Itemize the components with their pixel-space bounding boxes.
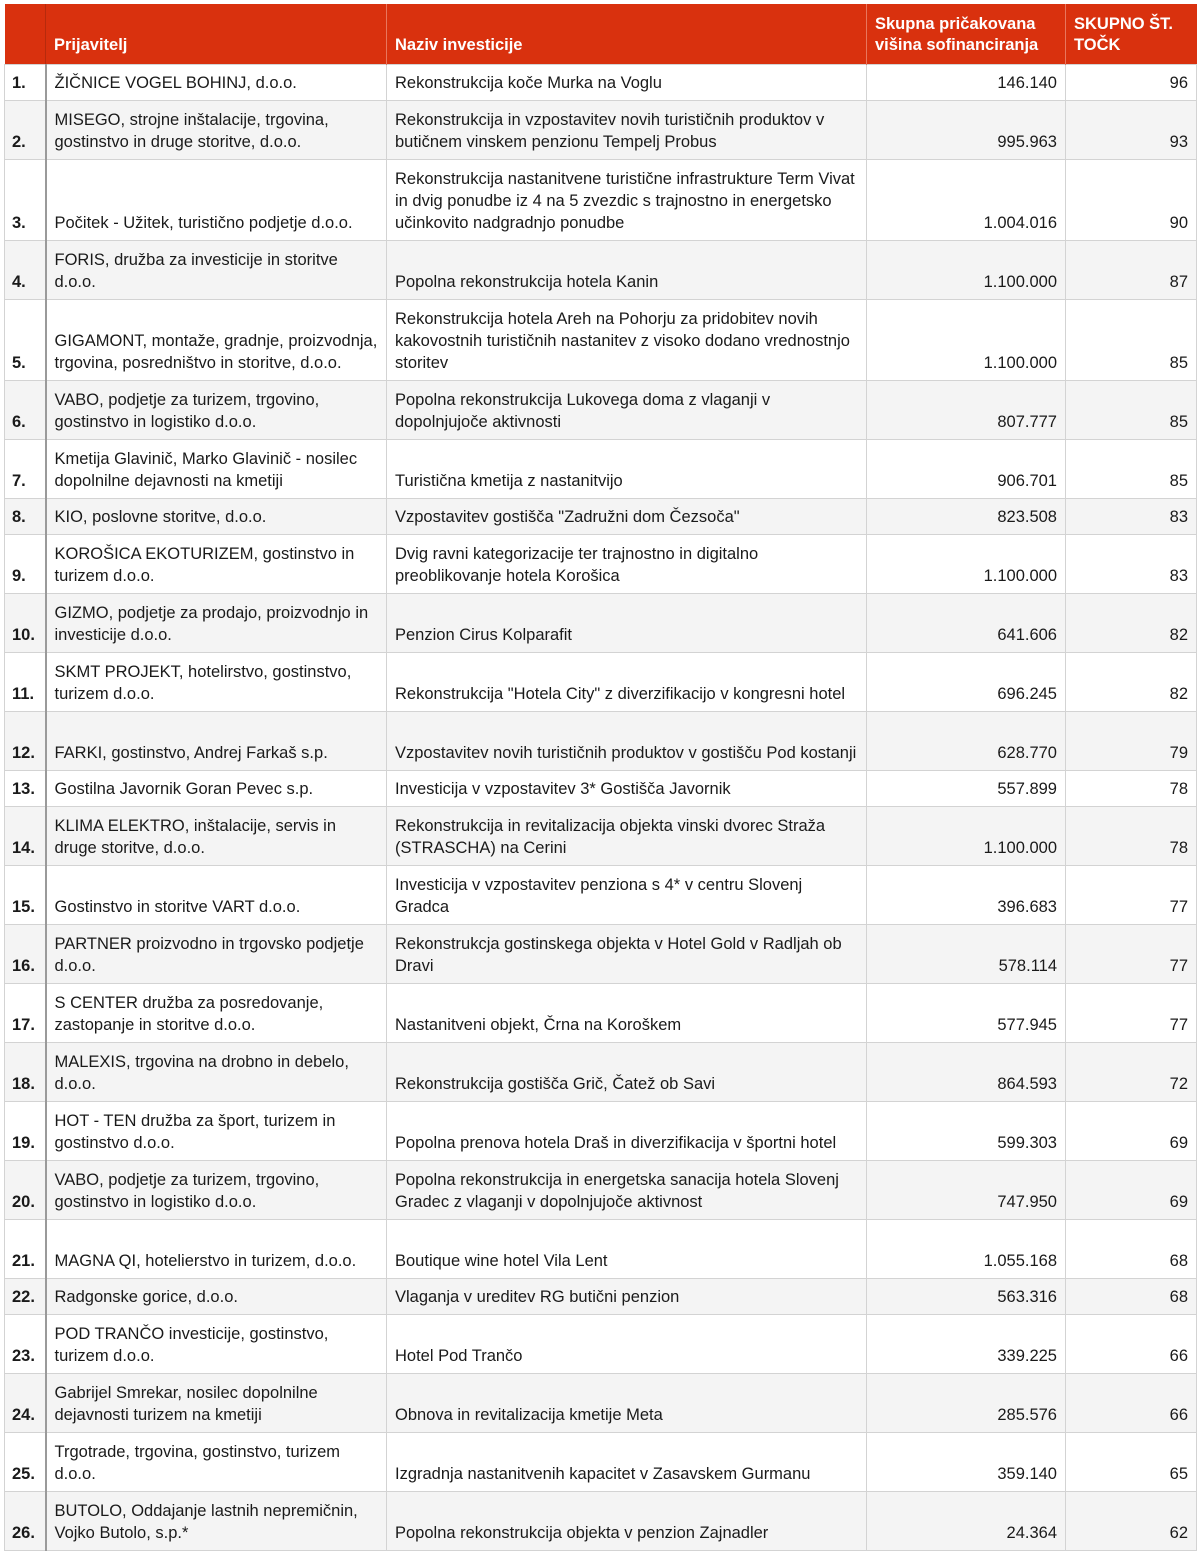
applicant-cell: Gostilna Javornik Goran Pevec s.p.: [46, 771, 387, 807]
row-number: 11.: [5, 653, 46, 712]
amount-cell: 146.140: [867, 65, 1066, 101]
row-number: 6.: [5, 381, 46, 440]
points-cell: 85: [1066, 440, 1197, 499]
applicant-cell: MALEXIS, trgovina na drobno in debelo, d.o.o.: [46, 1043, 387, 1102]
amount-cell: 577.945: [867, 984, 1066, 1043]
header-number: [5, 4, 46, 65]
points-cell: 87: [1066, 241, 1197, 300]
applicant-cell: Trgotrade, trgovina, gostinstvo, turizem d.o.o.: [46, 1433, 387, 1492]
points-cell: 83: [1066, 499, 1197, 535]
row-number: 26.: [5, 1492, 46, 1551]
applicant-cell: SKMT PROJEKT, hotelirstvo, gostinstvo, turizem d.o.o.: [46, 653, 387, 712]
table-row: [5, 1374, 1197, 1433]
amount-cell: 359.140: [867, 1433, 1066, 1492]
points-cell: 83: [1066, 535, 1197, 594]
amount-cell: 864.593: [867, 1043, 1066, 1102]
header-amount: Skupna pričakovana višina sofinanciranja: [867, 4, 1066, 65]
row-number: 25.: [5, 1433, 46, 1492]
investment-cell: Dvig ravni kategorizacije ter trajnostno in digitalno preoblikovanje hotela Korošica: [387, 535, 867, 594]
row-number: 3.: [5, 160, 46, 241]
points-cell: 66: [1066, 1315, 1197, 1374]
points-cell: 78: [1066, 771, 1197, 807]
points-cell: 77: [1066, 866, 1197, 925]
table-row: [5, 1433, 1197, 1492]
investment-cell: Rekonstrukcija in revitalizacija objekta vinski dvorec Straža (STRASCHA) na Cerini: [387, 807, 867, 866]
applicant-cell: POD TRANČO investicije, gostinstvo, turizem d.o.o.: [46, 1315, 387, 1374]
table-row: [5, 1220, 1197, 1279]
amount-cell: 578.114: [867, 925, 1066, 984]
amount-cell: 641.606: [867, 594, 1066, 653]
header-applicant: Prijavitelj: [46, 4, 387, 65]
table-row: [5, 1043, 1197, 1102]
points-cell: 90: [1066, 160, 1197, 241]
table-header: [5, 4, 1197, 65]
row-number: 10.: [5, 594, 46, 653]
amount-cell: 24.364: [867, 1492, 1066, 1551]
amount-cell: 628.770: [867, 712, 1066, 771]
amount-cell: 285.576: [867, 1374, 1066, 1433]
table-row: [5, 925, 1197, 984]
investment-cell: Nastanitveni objekt, Črna na Koroškem: [387, 984, 867, 1043]
points-cell: 93: [1066, 101, 1197, 160]
points-cell: 66: [1066, 1374, 1197, 1433]
investment-cell: Popolna rekonstrukcija objekta v penzion Zajnadler: [387, 1492, 867, 1551]
investment-cell: Popolna prenova hotela Draš in diverzifikacija v športni hotel: [387, 1102, 867, 1161]
row-number: 14.: [5, 807, 46, 866]
row-number: 1.: [5, 65, 46, 101]
table-row: [5, 712, 1197, 771]
row-number: 24.: [5, 1374, 46, 1433]
investment-cell: Investicija v vzpostavitev 3* Gostišča Javornik: [387, 771, 867, 807]
investment-cell: Rekonstrukcja gostinskega objekta v Hotel Gold v Radljah ob Dravi: [387, 925, 867, 984]
amount-cell: 1.100.000: [867, 241, 1066, 300]
investment-cell: Rekonstrukcija in vzpostavitev novih turističnih produktov v butičnem vinskem penzionu Tempelj Probus: [387, 101, 867, 160]
investment-cell: Hotel Pod Trančo: [387, 1315, 867, 1374]
applicant-cell: HOT - TEN družba za šport, turizem in gostinstvo d.o.o.: [46, 1102, 387, 1161]
points-cell: 82: [1066, 594, 1197, 653]
row-number: 5.: [5, 300, 46, 381]
investment-cell: Izgradnja nastanitvenih kapacitet v Zasavskem Gurmanu: [387, 1433, 867, 1492]
table-row: [5, 300, 1197, 381]
applicant-cell: ŽIČNICE VOGEL BOHINJ, d.o.o.: [46, 65, 387, 101]
amount-cell: 747.950: [867, 1161, 1066, 1220]
amount-cell: 599.303: [867, 1102, 1066, 1161]
points-cell: 68: [1066, 1220, 1197, 1279]
row-number: 20.: [5, 1161, 46, 1220]
row-number: 9.: [5, 535, 46, 594]
row-number: 16.: [5, 925, 46, 984]
table-row: [5, 101, 1197, 160]
applicant-cell: GIGAMONT, montaže, gradnje, proizvodnja, trgovina, posredništvo in storitve, d.o.o.: [46, 300, 387, 381]
investment-cell: Penzion Cirus Kolparafit: [387, 594, 867, 653]
table-row: [5, 381, 1197, 440]
header-investment: Naziv investicije: [387, 4, 867, 65]
table-row: [5, 499, 1197, 535]
investment-cell: Rekonstrukcija hotela Areh na Pohorju za pridobitev novih kakovostnih turističnih nastanitev z visoko dodano vrednostnjo storitev: [387, 300, 867, 381]
investment-cell: Vzpostavitev novih turističnih produktov v gostišču Pod kostanji: [387, 712, 867, 771]
table-body: [5, 65, 1197, 1551]
table-row: [5, 1492, 1197, 1551]
amount-cell: 1.055.168: [867, 1220, 1066, 1279]
amount-cell: 396.683: [867, 866, 1066, 925]
investment-cell: Rekonstrukcija gostišča Grič, Čatež ob Savi: [387, 1043, 867, 1102]
investment-cell: Investicija v vzpostavitev penziona s 4* v centru Slovenj Gradca: [387, 866, 867, 925]
amount-cell: 906.701: [867, 440, 1066, 499]
investment-cell: Popolna rekonstrukcija Lukovega doma z vlaganji v dopolnjujoče aktivnosti: [387, 381, 867, 440]
investment-cell: Obnova in revitalizacija kmetije Meta: [387, 1374, 867, 1433]
amount-cell: 1.100.000: [867, 535, 1066, 594]
row-number: 17.: [5, 984, 46, 1043]
applicant-cell: KLIMA ELEKTRO, inštalacije, servis in druge storitve, d.o.o.: [46, 807, 387, 866]
table-row: [5, 594, 1197, 653]
amount-cell: 823.508: [867, 499, 1066, 535]
table-row: [5, 807, 1197, 866]
applicant-cell: Gostinstvo in storitve VART d.o.o.: [46, 866, 387, 925]
applicant-cell: MAGNA QI, hotelierstvo in turizem, d.o.o.: [46, 1220, 387, 1279]
investment-cell: Rekonstrukcija nastanitvene turistične infrastrukture Term Vivat in dvig ponudbe iz 4 na 5 zvezdic s trajnostno in energetsko učinkovito nadgradnjo ponudbe: [387, 160, 867, 241]
row-number: 18.: [5, 1043, 46, 1102]
points-cell: 68: [1066, 1279, 1197, 1315]
applicant-cell: VABO, podjetje za turizem, trgovino, gostinstvo in logistiko d.o.o.: [46, 1161, 387, 1220]
investment-cell: Popolna rekonstrukcija hotela Kanin: [387, 241, 867, 300]
table-row: [5, 241, 1197, 300]
investment-cell: Vzpostavitev gostišča "Zadružni dom Čezsoča": [387, 499, 867, 535]
table-row: [5, 535, 1197, 594]
points-cell: 78: [1066, 807, 1197, 866]
amount-cell: 1.100.000: [867, 300, 1066, 381]
applicant-cell: Počitek - Užitek, turistično podjetje d.o.o.: [46, 160, 387, 241]
investment-cell: Boutique wine hotel Vila Lent: [387, 1220, 867, 1279]
points-cell: 69: [1066, 1161, 1197, 1220]
investment-cell: Rekonstrukcija koče Murka na Voglu: [387, 65, 867, 101]
row-number: 13.: [5, 771, 46, 807]
row-number: 15.: [5, 866, 46, 925]
row-number: 8.: [5, 499, 46, 535]
table-row: [5, 1279, 1197, 1315]
row-number: 2.: [5, 101, 46, 160]
row-number: 7.: [5, 440, 46, 499]
table-row: [5, 1161, 1197, 1220]
applicant-cell: FARKI, gostinstvo, Andrej Farkaš s.p.: [46, 712, 387, 771]
header-points: SKUPNO ŠT. TOČK: [1066, 4, 1197, 65]
table-row: [5, 984, 1197, 1043]
amount-cell: 563.316: [867, 1279, 1066, 1315]
table-row: [5, 771, 1197, 807]
amount-cell: 1.004.016: [867, 160, 1066, 241]
amount-cell: 995.963: [867, 101, 1066, 160]
points-cell: 79: [1066, 712, 1197, 771]
investment-cell: Rekonstrukcija "Hotela City" z diverzifikacijo v kongresni hotel: [387, 653, 867, 712]
points-cell: 85: [1066, 381, 1197, 440]
row-number: 21.: [5, 1220, 46, 1279]
applicants-table: [4, 4, 1197, 1551]
points-cell: 77: [1066, 984, 1197, 1043]
points-cell: 62: [1066, 1492, 1197, 1551]
applicant-cell: Radgonske gorice, d.o.o.: [46, 1279, 387, 1315]
amount-cell: 339.225: [867, 1315, 1066, 1374]
applicant-cell: MISEGO, strojne inštalacije, trgovina, gostinstvo in druge storitve, d.o.o.: [46, 101, 387, 160]
applicant-cell: Gabrijel Smrekar, nosilec dopolnilne dejavnosti turizem na kmetiji: [46, 1374, 387, 1433]
investment-cell: Turistična kmetija z nastanitvijo: [387, 440, 867, 499]
applicant-cell: Kmetija Glavinič, Marko Glavinič - nosilec dopolnilne dejavnosti na kmetiji: [46, 440, 387, 499]
applicant-cell: S CENTER družba za posredovanje, zastopanje in storitve d.o.o.: [46, 984, 387, 1043]
row-number: 22.: [5, 1279, 46, 1315]
points-cell: 82: [1066, 653, 1197, 712]
points-cell: 85: [1066, 300, 1197, 381]
points-cell: 72: [1066, 1043, 1197, 1102]
applicant-cell: KOROŠICA EKOTURIZEM, gostinstvo in turizem d.o.o.: [46, 535, 387, 594]
table-row: [5, 866, 1197, 925]
applicant-cell: VABO, podjetje za turizem, trgovino, gostinstvo in logistiko d.o.o.: [46, 381, 387, 440]
row-number: 4.: [5, 241, 46, 300]
applicant-cell: FORIS, družba za investicije in storitve d.o.o.: [46, 241, 387, 300]
applicant-cell: KIO, poslovne storitve, d.o.o.: [46, 499, 387, 535]
table-row: [5, 1315, 1197, 1374]
investment-cell: Vlaganja v ureditev RG butični penzion: [387, 1279, 867, 1315]
points-cell: 69: [1066, 1102, 1197, 1161]
row-number: 12.: [5, 712, 46, 771]
amount-cell: 557.899: [867, 771, 1066, 807]
points-cell: 77: [1066, 925, 1197, 984]
points-cell: 65: [1066, 1433, 1197, 1492]
row-number: 19.: [5, 1102, 46, 1161]
applicant-cell: BUTOLO, Oddajanje lastnih nepremičnin, Vojko Butolo, s.p.*: [46, 1492, 387, 1551]
amount-cell: 696.245: [867, 653, 1066, 712]
applicant-cell: GIZMO, podjetje za prodajo, proizvodnjo in investicije d.o.o.: [46, 594, 387, 653]
amount-cell: 1.100.000: [867, 807, 1066, 866]
table-row: [5, 653, 1197, 712]
amount-cell: 807.777: [867, 381, 1066, 440]
table-row: [5, 440, 1197, 499]
applicant-cell: PARTNER proizvodno in trgovsko podjetje d.o.o.: [46, 925, 387, 984]
investment-cell: Popolna rekonstrukcija in energetska sanacija hotela Slovenj Gradec z vlaganji v dopolnjujoče aktivnost: [387, 1161, 867, 1220]
points-cell: 96: [1066, 65, 1197, 101]
table-row: [5, 65, 1197, 101]
row-number: 23.: [5, 1315, 46, 1374]
table-row: [5, 1102, 1197, 1161]
table-row: [5, 160, 1197, 241]
